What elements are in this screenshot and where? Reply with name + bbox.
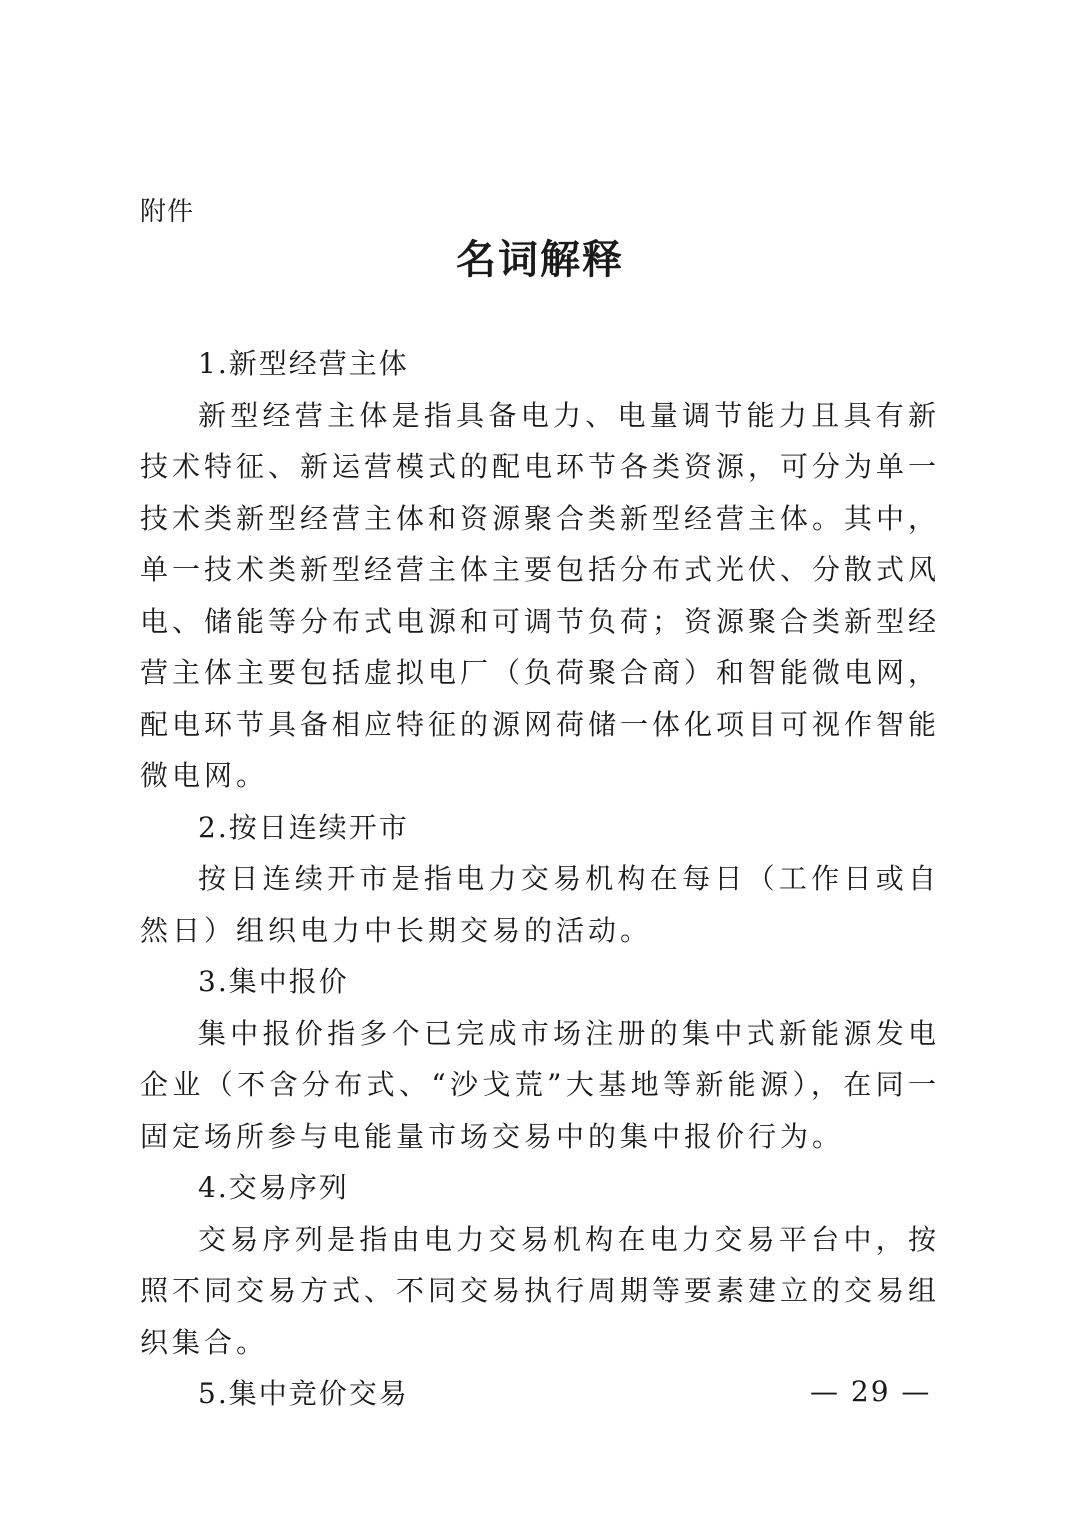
section-paragraph: 新型经营主体是指具备电力、电量调节能力且具有新技术特征、新运营模式的配电环节各类资源，可分为单一技术类新型经营主体和资源聚合类新型经营主体。其中，单一技术类新型经营主体主要包括分布式光伏、分散式风电、储能等分布式电源和可调节负荷；资源聚合类新型经营主体主要包括虚拟电厂（负荷聚合商）和智能微电网，配电环节具备相应特征的源网荷储一体化项目可视作智能微电网。 xyxy=(140,398,941,792)
section-paragraph: 按日连续开市是指电力交易机构在每日（工作日或自然日）组织电力中长期交易的活动。 xyxy=(140,862,940,947)
page-title: 名词解释 xyxy=(456,237,624,283)
section-heading: 3.集中报价 xyxy=(198,965,349,998)
section-heading: 2.按日连续开市 xyxy=(198,810,409,844)
attachment-label: 附件 xyxy=(140,197,195,227)
section-heading: 1.新型经营主体 xyxy=(198,347,409,380)
section-heading: 5.集中竞价交易 xyxy=(198,1377,409,1410)
section-paragraph: 交易序列是指由电力交易机构在电力交易平台中，按照不同交易方式、不同交易执行周期等要素建立的交易组织集合。 xyxy=(140,1222,941,1359)
section-paragraph: 集中报价指多个已完成市场注册的集中式新能源发电企业（不含分布式、“沙戈荒”大基地等新能源），在同一固定场所参与电能量市场交易中的集中报价行为。 xyxy=(140,1016,940,1153)
section-heading: 4.交易序列 xyxy=(198,1171,349,1204)
document-body xyxy=(140,338,940,1420)
page-number: — 29 — xyxy=(810,1375,932,1408)
